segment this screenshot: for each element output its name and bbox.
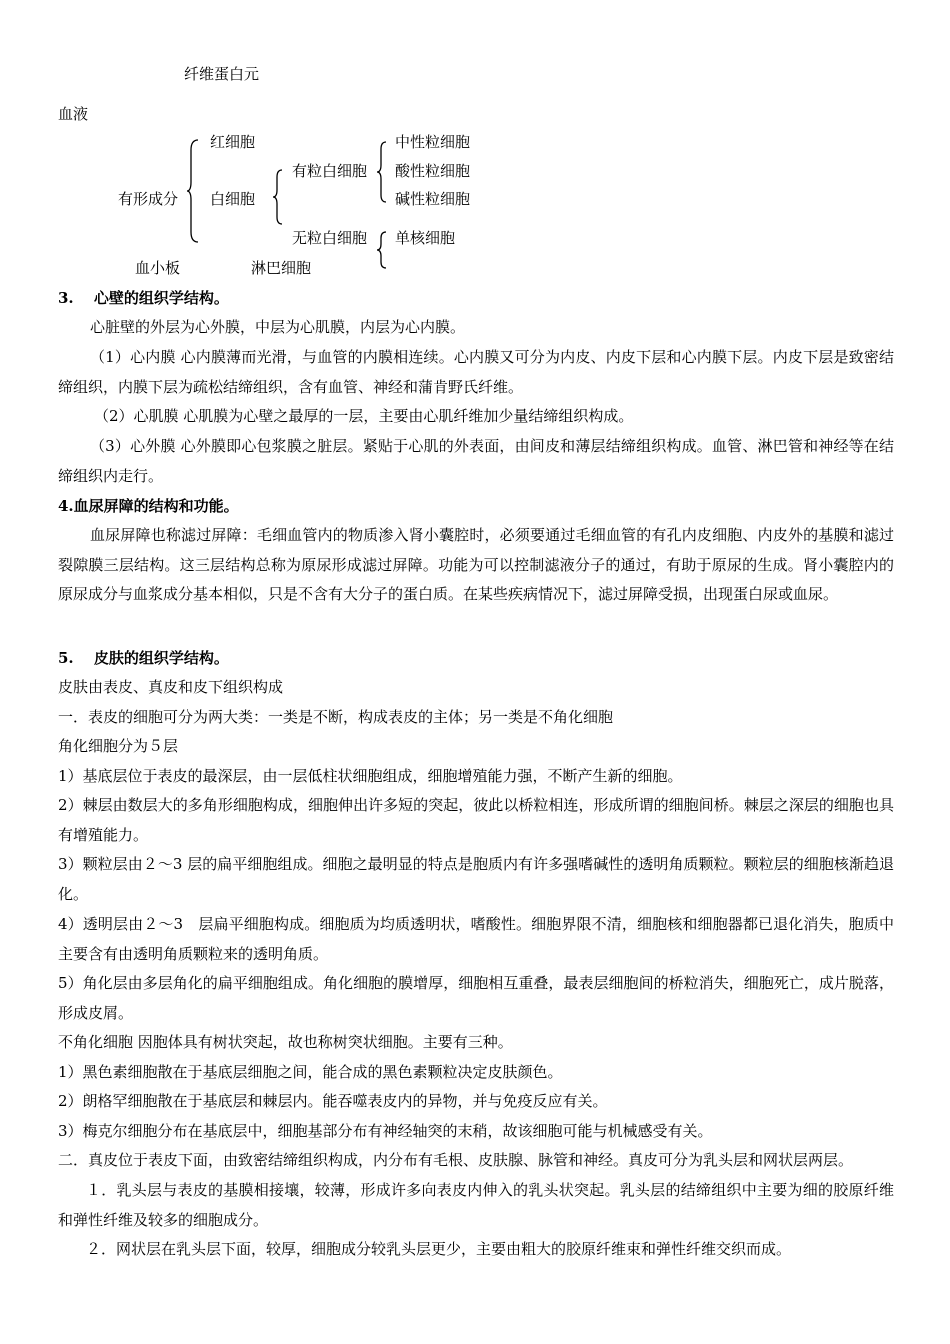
agranular-wbc-label: 无粒白细胞	[292, 229, 368, 247]
section-3-heading: 3. 心壁的组织学结构。	[58, 289, 229, 307]
monocyte-label: 单核细胞	[395, 229, 456, 247]
brace-formed	[186, 138, 202, 244]
stratum-corneum-item: 5）角化层由多层角化的扁平细胞组成。角化细胞的膜增厚，细胞相互重叠，最表层细胞间的桥粒消失，细胞死亡，成片脱落，形成皮屑。	[58, 974, 894, 1022]
wbc-label: 白细胞	[210, 190, 256, 208]
section-4-heading: 4.血尿屏障的结构和功能。	[58, 497, 239, 515]
eosinophil-label: 酸性粒细胞	[395, 162, 471, 180]
formed-elements-label: 有形成分	[118, 190, 179, 208]
dermis-title: 二．真皮位于表皮下面，由致密结缔组织构成，内分布有毛根、皮肤腺、脉管和神经。真皮可分为乳头层和网状层两层。	[58, 1151, 854, 1169]
stratum-basale-item: 1）基底层位于表皮的最深层，由一层低柱状细胞组成，细胞增殖能力强，不断产生新的细胞。	[58, 767, 683, 785]
reticular-layer-paragraph: ２．网状层在乳头层下面，较厚，细胞成分较乳头层更少，主要由粗大的胶原纤维束和弹性纤维交织而成。	[86, 1240, 792, 1258]
heart-wall-intro: 心脏壁的外层为心外膜，中层为心肌膜，内层为心内膜。	[90, 318, 466, 336]
papillary-layer-paragraph: １．乳头层与表皮的基膜相接壤，较薄，形成许多向表皮内伸入的乳头状突起。乳头层的结缔组织中主要为细的胶原纤维和弹性纤维及较多的细胞成分。	[58, 1181, 894, 1229]
brace-wbc	[272, 168, 286, 226]
epidermis-title: 一．表皮的细胞可分为两大类：一类是不断，构成表皮的主体；另一类是不角化细胞	[58, 708, 614, 726]
myocardium-paragraph: （2）心肌膜 心肌膜为心壁之最厚的一层，主要由心肌纤维加少量结缔组织构成。	[94, 407, 634, 425]
neutrophil-label: 中性粒细胞	[395, 133, 471, 151]
epicardium-paragraph: （3）心外膜 心外膜即心包浆膜之脏层。紧贴于心肌的外表面，由间皮和薄层结缔组织构成。血管、淋巴管和神经等在结缔组织内走行。	[58, 437, 894, 485]
lymphocyte-label: 淋巴细胞	[251, 259, 312, 277]
section-5-heading: 5. 皮肤的组织学结构。	[58, 649, 229, 667]
blood-label: 血液	[58, 105, 89, 123]
stratum-spinosum-item: 2）棘层由数层大的多角形细胞构成，细胞伸出许多短的突起，彼此以桥粒相连，形成所谓的细胞间桥。棘层之深层的细胞也具有增殖能力。	[58, 796, 894, 844]
non-keratinocyte-title: 不角化细胞 因胞体具有树状突起，故也称树突状细胞。主要有三种。	[58, 1033, 513, 1051]
skin-intro: 皮肤由表皮、真皮和皮下组织构成	[58, 678, 284, 696]
granular-wbc-label: 有粒白细胞	[292, 162, 368, 180]
merkel-item: 3）梅克尔细胞分布在基底层中，细胞基部分布有神经轴突的末稍，故该细胞可能与机械感受有关。	[58, 1122, 713, 1140]
fibrinogen-label: 纤维蛋白元	[184, 65, 260, 83]
basophil-label: 碱性粒细胞	[395, 190, 471, 208]
stratum-granulosum-item: 3）颗粒层由２～3 层的扁平细胞组成。细胞之最明显的特点是胞质内有许多强嗜碱性的透明角质颗粒。颗粒层的细胞核渐趋退化。	[58, 855, 894, 903]
brace-granular	[376, 140, 390, 204]
langerhans-item: 2）朗格罕细胞散在于基底层和棘层内。能吞噬表皮内的异物，并与免疫反应有关。	[58, 1092, 608, 1110]
rbc-label: 红细胞	[210, 133, 256, 151]
keratinocyte-title: 角化细胞分为５层	[58, 737, 179, 755]
filtration-barrier-paragraph: 血尿屏障也称滤过屏障：毛细血管内的物质渗入肾小囊腔时，必须要通过毛细血管的有孔内皮细胞、内皮外的基膜和滤过裂隙膜三层结构。这三层结构总称为原尿形成滤过屏障。功能为可以控制滤液分子的通过，有助于原尿的生成。肾小囊腔内的原尿成分与血浆成分基本相似，只是不含有大分子的蛋白质。在某些疾病情况下，滤过屏障受损，出现蛋白尿或血尿。	[58, 526, 894, 603]
platelet-label: 血小板	[135, 259, 181, 277]
brace-agranular	[376, 230, 390, 270]
melanocyte-item: 1）黑色素细胞散在于基底层细胞之间，能合成的黑色素颗粒决定皮肤颜色。	[58, 1063, 563, 1081]
stratum-lucidum-item: 4）透明层由２～3 层扁平细胞构成。细胞质为均质透明状，嗜酸性。细胞界限不清，细胞核和细胞器都已退化消失，胞质中主要含有由透明角质颗粒来的透明角质。	[58, 915, 894, 963]
endocardium-paragraph: （1）心内膜 心内膜薄而光滑，与血管的内膜相连续。心内膜又可分为内皮、内皮下层和心内膜下层。内皮下层是致密结缔组织，内膜下层为疏松结缔组织，含有血管、神经和蒲肯野氏纤维。	[58, 348, 894, 396]
